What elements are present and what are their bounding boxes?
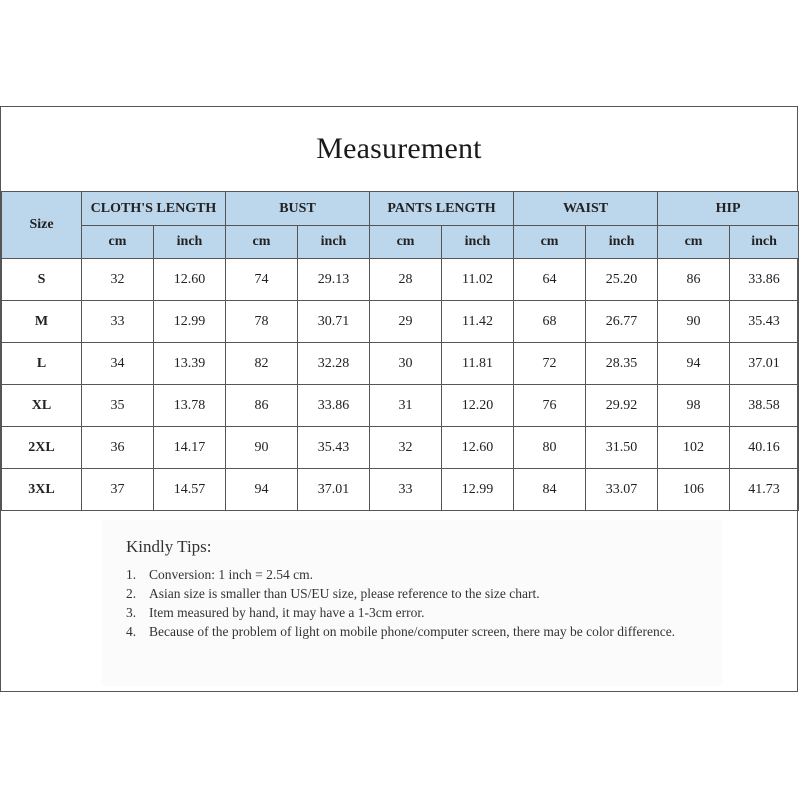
value-cell: 82 xyxy=(226,343,298,385)
value-cell: 35 xyxy=(82,385,154,427)
value-cell: 94 xyxy=(226,469,298,511)
value-cell: 40.16 xyxy=(730,427,799,469)
unit-header-inch: inch xyxy=(154,226,226,259)
value-cell: 72 xyxy=(514,343,586,385)
tip-item xyxy=(126,565,696,584)
value-cell: 41.73 xyxy=(730,469,799,511)
value-cell: 33.86 xyxy=(730,259,799,301)
value-cell: 33.86 xyxy=(298,385,370,427)
value-cell: 64 xyxy=(514,259,586,301)
value-cell: 13.39 xyxy=(154,343,226,385)
value-cell: 76 xyxy=(514,385,586,427)
value-cell: 86 xyxy=(658,259,730,301)
tips-list xyxy=(126,565,696,641)
value-cell: 12.60 xyxy=(442,427,514,469)
group-header-pants-length: PANTS LENGTH xyxy=(370,192,514,226)
size-cell: XL xyxy=(2,385,82,427)
value-cell: 37 xyxy=(82,469,154,511)
value-cell: 12.99 xyxy=(154,301,226,343)
unit-header-inch: inch xyxy=(442,226,514,259)
value-cell: 11.42 xyxy=(442,301,514,343)
value-cell: 12.60 xyxy=(154,259,226,301)
value-cell: 35.43 xyxy=(298,427,370,469)
value-cell: 36 xyxy=(82,427,154,469)
size-cell: S xyxy=(2,259,82,301)
unit-header-inch: inch xyxy=(298,226,370,259)
tip-number: 4. xyxy=(126,624,137,639)
value-cell: 29.92 xyxy=(586,385,658,427)
tips-title: Kindly Tips: xyxy=(126,537,212,556)
value-cell: 30 xyxy=(370,343,442,385)
table-row xyxy=(2,259,799,301)
value-cell: 32 xyxy=(82,259,154,301)
value-cell: 13.78 xyxy=(154,385,226,427)
tip-number: 2. xyxy=(126,586,137,601)
value-cell: 32.28 xyxy=(298,343,370,385)
value-cell: 11.81 xyxy=(442,343,514,385)
value-cell: 14.57 xyxy=(154,469,226,511)
value-cell: 14.17 xyxy=(154,427,226,469)
tip-item xyxy=(126,603,696,622)
value-cell: 106 xyxy=(658,469,730,511)
unit-header-cm: cm xyxy=(82,226,154,259)
value-cell: 34 xyxy=(82,343,154,385)
value-cell: 37.01 xyxy=(298,469,370,511)
table-row xyxy=(2,427,799,469)
size-cell: 2XL xyxy=(2,427,82,469)
unit-header-cm: cm xyxy=(370,226,442,259)
value-cell: 28.35 xyxy=(586,343,658,385)
value-cell: 26.77 xyxy=(586,301,658,343)
value-cell: 31 xyxy=(370,385,442,427)
value-cell: 86 xyxy=(226,385,298,427)
tip-number: 3. xyxy=(126,605,137,620)
tip-text: Asian size is smaller than US/EU size, please reference to the size chart. xyxy=(149,586,540,601)
unit-header-cm: cm xyxy=(658,226,730,259)
value-cell: 94 xyxy=(658,343,730,385)
group-header-waist: WAIST xyxy=(514,192,658,226)
unit-header-inch: inch xyxy=(586,226,658,259)
unit-header-inch: inch xyxy=(730,226,799,259)
unit-header-cm: cm xyxy=(226,226,298,259)
value-cell: 90 xyxy=(226,427,298,469)
value-cell: 28 xyxy=(370,259,442,301)
value-cell: 29 xyxy=(370,301,442,343)
size-column-header: Size xyxy=(2,192,82,259)
tip-item xyxy=(126,584,696,603)
value-cell: 12.99 xyxy=(442,469,514,511)
value-cell: 98 xyxy=(658,385,730,427)
value-cell: 33 xyxy=(370,469,442,511)
value-cell: 74 xyxy=(226,259,298,301)
value-cell: 102 xyxy=(658,427,730,469)
tip-number: 1. xyxy=(126,567,137,582)
value-cell: 30.71 xyxy=(298,301,370,343)
value-cell: 80 xyxy=(514,427,586,469)
value-cell: 32 xyxy=(370,427,442,469)
group-header-cloth-length: CLOTH'S LENGTH xyxy=(82,192,226,226)
table-row xyxy=(2,385,799,427)
size-chart xyxy=(0,106,798,692)
value-cell: 33 xyxy=(82,301,154,343)
value-cell: 38.58 xyxy=(730,385,799,427)
group-header-hip: HIP xyxy=(658,192,799,226)
size-cell: L xyxy=(2,343,82,385)
tip-text: Conversion: 1 inch = 2.54 cm. xyxy=(149,567,313,582)
value-cell: 33.07 xyxy=(586,469,658,511)
value-cell: 11.02 xyxy=(442,259,514,301)
table-row xyxy=(2,469,799,511)
tips-box xyxy=(103,521,721,685)
tip-item xyxy=(126,622,696,641)
size-cell: 3XL xyxy=(2,469,82,511)
table-row xyxy=(2,301,799,343)
value-cell: 84 xyxy=(514,469,586,511)
value-cell: 35.43 xyxy=(730,301,799,343)
unit-header-cm: cm xyxy=(514,226,586,259)
group-header-bust: BUST xyxy=(226,192,370,226)
value-cell: 68 xyxy=(514,301,586,343)
tip-text: Because of the problem of light on mobile phone/computer screen, there may be color difference. xyxy=(149,624,676,639)
value-cell: 78 xyxy=(226,301,298,343)
size-cell: M xyxy=(2,301,82,343)
value-cell: 12.20 xyxy=(442,385,514,427)
size-table xyxy=(1,191,799,511)
value-cell: 90 xyxy=(658,301,730,343)
tip-text: Item measured by hand, it may have a 1-3cm error. xyxy=(149,605,425,620)
value-cell: 29.13 xyxy=(298,259,370,301)
chart-title: Measurement xyxy=(316,132,482,165)
table-row xyxy=(2,343,799,385)
value-cell: 31.50 xyxy=(586,427,658,469)
value-cell: 25.20 xyxy=(586,259,658,301)
table-body xyxy=(2,259,799,511)
value-cell: 37.01 xyxy=(730,343,799,385)
